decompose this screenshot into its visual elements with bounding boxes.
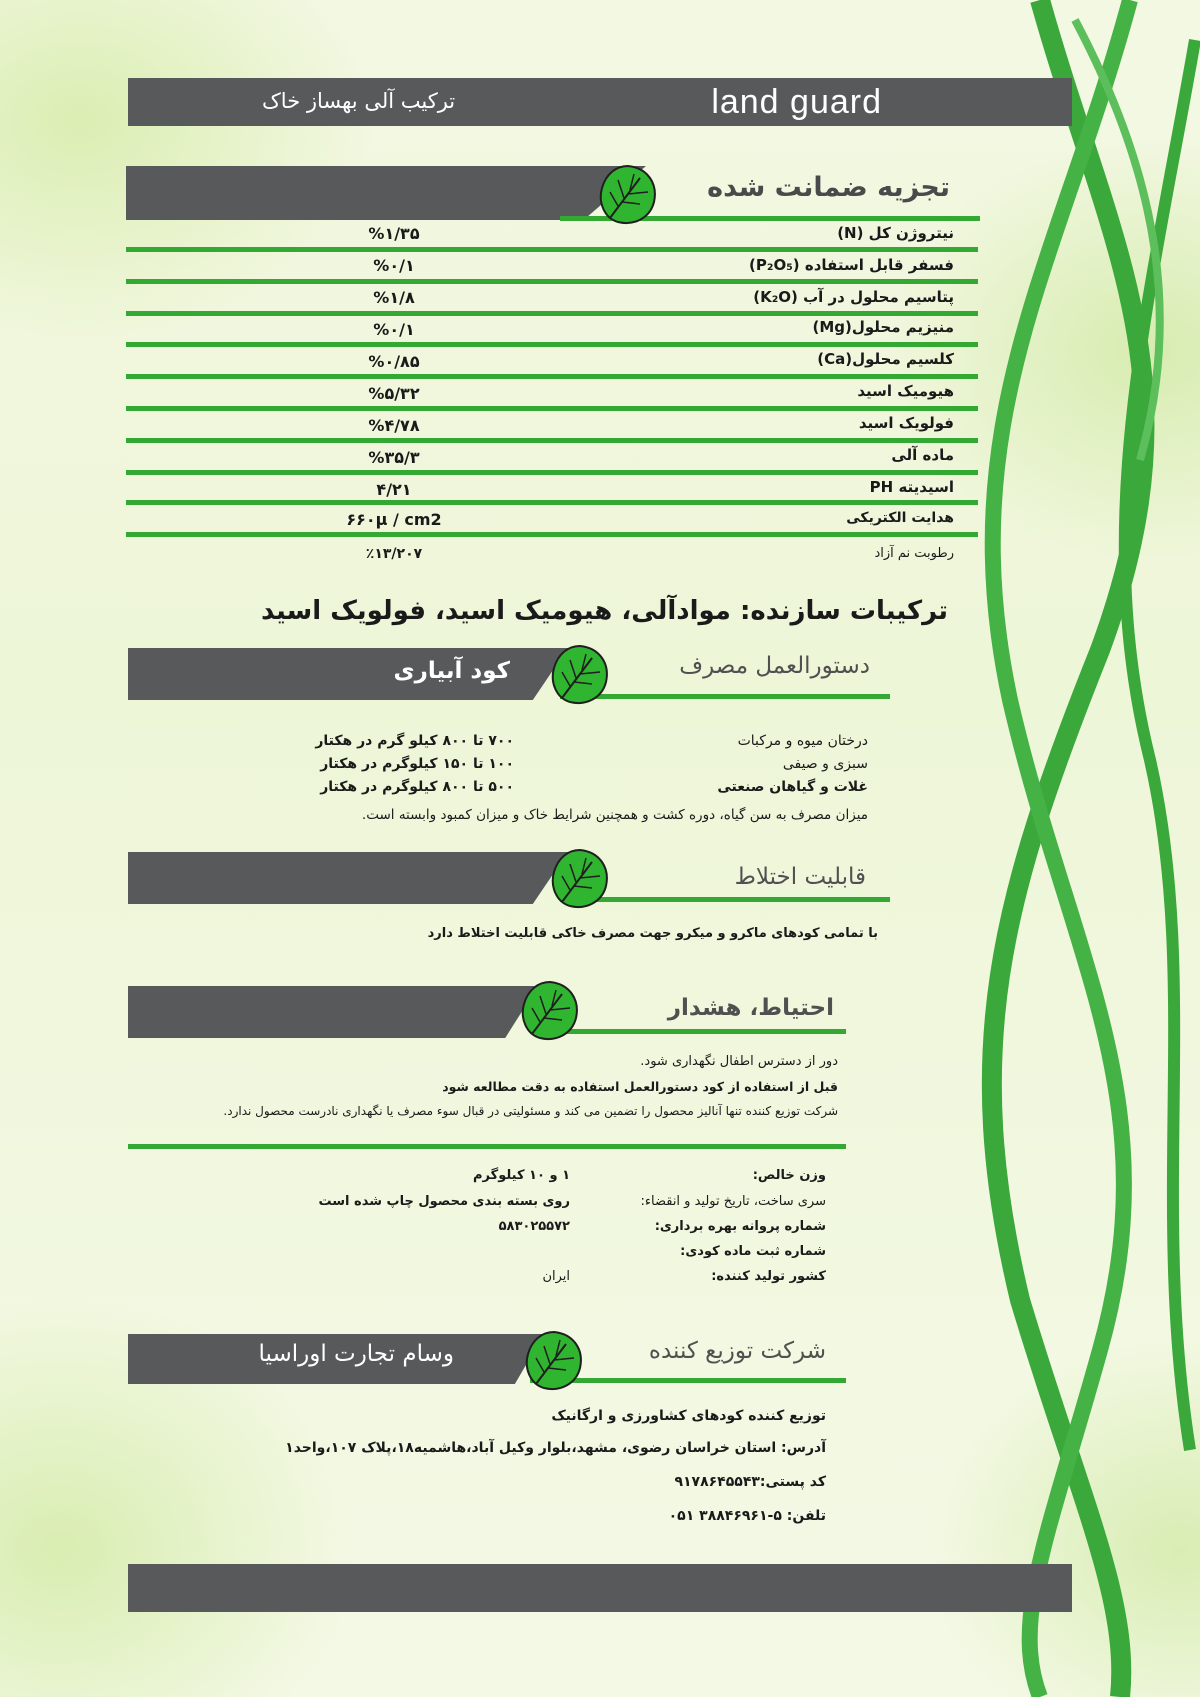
analysis-value: %۰/۸۵ — [368, 352, 420, 371]
analysis-value: %۰/۱ — [373, 320, 415, 339]
mixing-title: قابلیت اختلاط — [734, 864, 866, 890]
analysis-header-bar — [126, 166, 646, 220]
distributor-address: آدرس: استان خراسان رضوی، مشهد،بلوار وکیل آباد،هاشمیه۱۸،پلاک ۱۰۷،واحد۱ — [285, 1440, 826, 1456]
usage-title: دستورالعمل مصرف — [679, 653, 870, 679]
analysis-value: %۱/۸ — [373, 288, 415, 307]
spec-value: ایران — [542, 1269, 570, 1284]
analysis-value: ٪۱۳/۲۰۷ — [365, 546, 423, 562]
usage-dose: ۱۰۰ تا ۱۵۰ کیلوگرم در هکتار — [320, 756, 514, 772]
row-separator — [126, 500, 978, 505]
analysis-label: کلسیم محلول(Ca) — [817, 350, 954, 368]
distributor-postal: کد پستی:۹۱۷۸۶۴۵۵۴۳ — [674, 1474, 826, 1490]
distributor-description: توزیع کننده کودهای کشاورزی و ارگانیک — [551, 1408, 826, 1424]
row-separator — [126, 438, 978, 443]
analysis-label: هیومیک اسید — [857, 382, 954, 400]
analysis-label: فسفر قابل استفاده (P₂O₅) — [749, 256, 954, 274]
spec-value: ۵۸۳۰۲۵۵۷۲ — [498, 1219, 570, 1234]
spec-label: کشور تولید کننده: — [711, 1269, 826, 1284]
usage-method: کود آبیاری — [393, 658, 510, 684]
analysis-label: نیتروژن کل (N) — [837, 224, 954, 242]
leaf-icon — [518, 978, 582, 1044]
analysis-value: ۴/۲۱ — [376, 480, 412, 499]
row-separator — [126, 342, 978, 347]
warning-line: قبل از استفاده از کود دستورالعمل استفاده به دقت مطالعه شود — [442, 1079, 838, 1094]
analysis-label: پتاسیم محلول در آب (K₂O) — [753, 288, 954, 306]
analysis-value: %۰/۱ — [373, 256, 415, 275]
brand-name: land guard — [711, 83, 882, 121]
mixing-header-bar — [128, 852, 568, 904]
analysis-label: منیزیم محلول(Mg) — [812, 318, 954, 336]
footer-bar — [128, 1564, 1072, 1612]
distributor-phone: تلفن: ۵-۳۸۸۴۶۹۶۱ ۰۵۱ — [668, 1508, 826, 1524]
analysis-value: %۵/۳۲ — [368, 384, 420, 403]
distributor-title: شرکت توزیع کننده — [648, 1338, 826, 1364]
leaf-icon — [548, 846, 612, 912]
spec-label: سری ساخت، تاریخ تولید و انقضاء: — [640, 1194, 826, 1209]
spec-value: روی بسته بندی محصول چاپ شده است — [318, 1194, 570, 1209]
analysis-title: تجزیه ضمانت شده — [707, 172, 950, 203]
mixing-text: با تمامی کودهای ماکرو و میکرو جهت مصرف خاکی قابلیت اختلاط دارد — [427, 926, 878, 941]
usage-dose: ۷۰۰ تا ۸۰۰ کیلو گرم در هکتار — [315, 733, 514, 749]
row-separator — [126, 247, 978, 252]
leaf-icon — [596, 162, 660, 228]
analysis-label: هدایت الکتریکی — [846, 510, 954, 526]
row-separator — [126, 406, 978, 411]
row-separator — [126, 470, 978, 475]
analysis-label: فولویک اسید — [858, 414, 954, 432]
analysis-label: رطوبت نم آزاد — [874, 546, 954, 561]
analysis-value: ۶۶۰µ / cm2 — [346, 510, 442, 529]
row-separator — [126, 311, 978, 316]
row-separator — [126, 279, 978, 284]
analysis-value: %۴/۷۸ — [368, 416, 420, 435]
leaf-icon — [548, 642, 612, 708]
warning-line: دور از دسترس اطفال نگهداری شود. — [640, 1054, 838, 1069]
analysis-label: اسیدیته PH — [869, 478, 954, 496]
analysis-value: %۱/۳۵ — [368, 224, 420, 243]
warning-header-bar — [128, 986, 538, 1038]
spec-value: ۱ و ۱۰ کیلوگرم — [473, 1168, 570, 1183]
warning-title: احتیاط، هشدار — [667, 995, 834, 1021]
usage-crop: درختان میوه و مرکبات — [737, 733, 868, 749]
warning-line: شرکت توزیع کننده تنها آنالیز محصول را تضمین می کند و مسئولیتی در قبال سوء مصرف یا نگهداری نادرست محصول ندارد. — [223, 1104, 838, 1118]
usage-dose: ۵۰۰ تا ۸۰۰ کیلوگرم در هکتار — [320, 779, 514, 795]
product-subtitle: ترکیب آلی بهساز خاک — [262, 89, 456, 113]
spec-label: وزن خالص: — [752, 1168, 826, 1183]
specs-divider — [128, 1144, 846, 1149]
leaf-icon — [522, 1328, 586, 1394]
usage-crop: سبزی و صیفی — [782, 756, 868, 772]
usage-crop: غلات و گیاهان صنعتی — [717, 779, 868, 795]
row-separator — [126, 374, 978, 379]
spec-label: شماره ثبت ماده کودی: — [680, 1244, 826, 1259]
analysis-value: %۳۵/۳ — [368, 448, 420, 467]
distributor-name: وسام تجارت اوراسیا — [258, 1341, 454, 1367]
usage-note: میزان مصرف به سن گیاه، دوره کشت و همچنین شرایط خاک و میزان کمبود وابسته است. — [361, 807, 868, 823]
analysis-label: ماده آلی — [891, 446, 954, 464]
spec-label: شماره پروانه بهره برداری: — [654, 1219, 826, 1234]
composition-line: ترکیبات سازنده: موادآلی، هیومیک اسید، فولویک اسید — [261, 596, 948, 626]
row-separator — [126, 532, 978, 537]
